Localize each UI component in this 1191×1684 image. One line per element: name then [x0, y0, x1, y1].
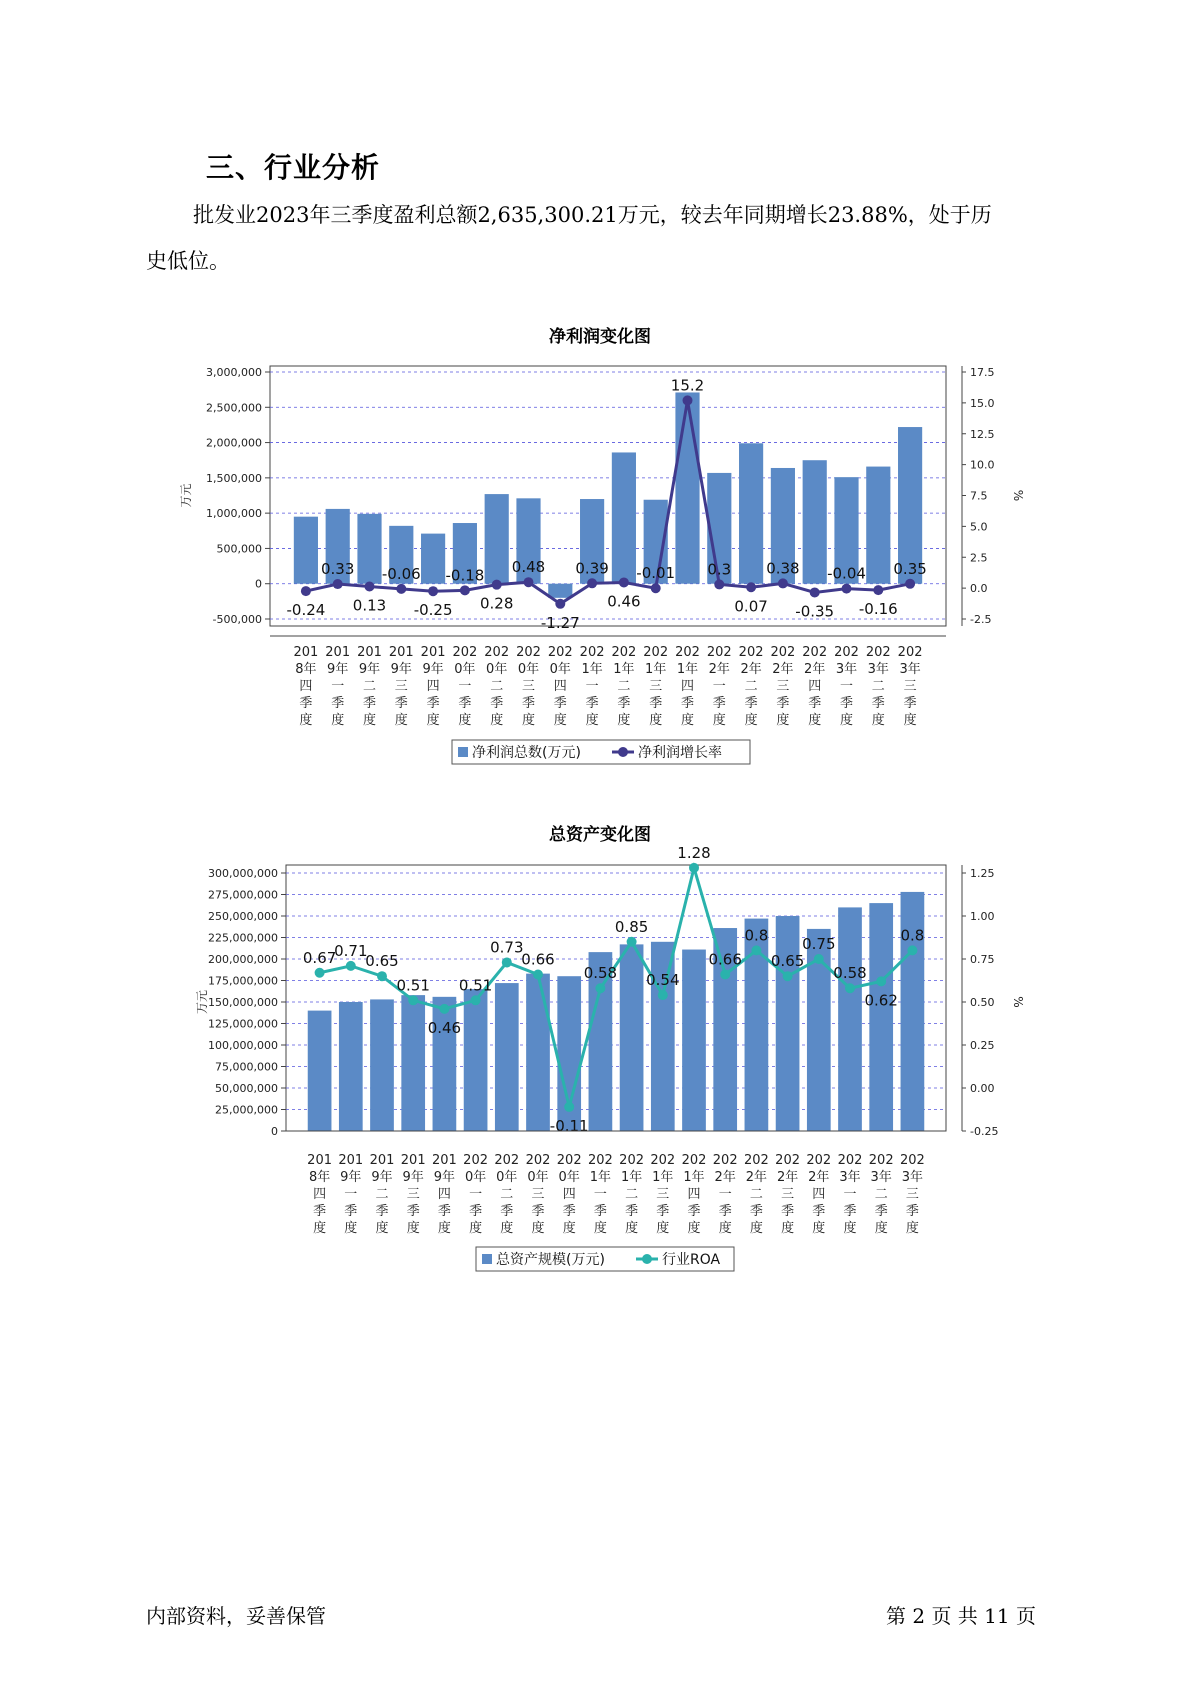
- y-axis-title: 万元: [195, 989, 209, 1015]
- line-point: [751, 945, 761, 955]
- y-tick-label: 300,000,000: [208, 867, 278, 880]
- data-label: 0.07: [734, 597, 768, 616]
- bar: [869, 903, 893, 1131]
- line-point: [492, 580, 502, 590]
- x-tick-label: 202 3年一季度: [834, 645, 859, 728]
- line-point: [377, 971, 387, 981]
- data-label: -0.18: [445, 566, 485, 585]
- data-label: 0.66: [521, 950, 555, 969]
- data-label: 0.51: [458, 976, 493, 995]
- bar: [739, 443, 763, 583]
- data-label: 0.28: [479, 594, 514, 613]
- x-tick-label: 202 2年一季度: [706, 645, 732, 728]
- line-point: [778, 578, 788, 588]
- y2-tick-label: 2.5: [970, 551, 988, 565]
- x-tick-label: 202 2年四季度: [806, 1153, 832, 1236]
- y2-tick-label: 1.00: [970, 910, 995, 923]
- line-point: [346, 961, 356, 971]
- x-tick-label: 202 3年三季度: [899, 1153, 925, 1236]
- data-label: 0.3: [707, 560, 732, 579]
- x-tick-label: 201 8年四季度: [307, 1153, 333, 1236]
- data-label: -0.25: [413, 601, 453, 620]
- data-label: 1.28: [677, 843, 711, 862]
- legend-label-bars: 净利润总数(万元): [472, 745, 581, 761]
- x-tick-label: 202 3年二季度: [868, 1153, 894, 1236]
- data-label: 0.62: [864, 991, 898, 1010]
- line-point: [842, 584, 852, 594]
- line-point: [564, 1102, 574, 1112]
- data-label: 0.51: [396, 976, 430, 995]
- chart2-title: 总资产变化图: [549, 825, 651, 845]
- x-tick-label: 202 2年二季度: [743, 1153, 769, 1236]
- y2-tick-label: 1.25: [970, 867, 995, 880]
- line-point: [714, 579, 724, 589]
- data-label: 0.85: [614, 917, 649, 936]
- total-assets-chart: [0, 840, 1191, 1280]
- bar: [370, 999, 394, 1131]
- y-tick-label: 3,000,000: [206, 366, 262, 379]
- data-label: 0.58: [833, 964, 867, 983]
- x-tick-label: 202 1年二季度: [611, 645, 637, 728]
- bar: [612, 452, 636, 583]
- bar: [620, 944, 644, 1131]
- bar: [357, 514, 381, 584]
- line-point: [905, 579, 915, 589]
- line-point: [502, 957, 512, 967]
- x-tick-label: 202 3年三季度: [897, 645, 923, 728]
- x-tick-label: 201 9年一季度: [338, 1153, 364, 1236]
- x-tick-label: 202 2年二季度: [738, 645, 764, 728]
- data-label: 0.35: [893, 559, 927, 578]
- bar: [401, 995, 425, 1131]
- data-label: -0.35: [795, 602, 835, 621]
- bar: [776, 916, 800, 1131]
- bar: [803, 460, 827, 584]
- paragraph-line-1: [146, 192, 1066, 238]
- x-tick-label: 202 0年二季度: [484, 645, 510, 728]
- line-point: [439, 1004, 449, 1014]
- x-tick-label: 202 0年三季度: [525, 1153, 551, 1236]
- bar: [838, 907, 862, 1131]
- line-point: [533, 969, 543, 979]
- y2-tick-label: 7.5: [970, 489, 988, 503]
- x-tick-label: 202 2年三季度: [775, 1153, 801, 1236]
- bar: [682, 950, 706, 1131]
- x-tick-label: 202 3年二季度: [865, 645, 891, 728]
- x-tick-label: 202 1年四季度: [675, 645, 700, 728]
- x-tick-label: 202 2年一季度: [712, 1153, 738, 1236]
- paragraph-text-1: 批发业2023年三季度盈利总额2,635,300.21万元，较去年同期增长23.88%，处于历: [193, 203, 992, 227]
- y2-tick-label: 15.0: [970, 396, 995, 410]
- x-tick-label: 202 1年四季度: [681, 1153, 707, 1236]
- y2-tick-label: 0.50: [970, 996, 995, 1009]
- bar: [526, 974, 550, 1131]
- x-tick-label: 202 0年四季度: [556, 1153, 582, 1236]
- x-tick-label: 201 9年三季度: [388, 645, 414, 728]
- x-tick-label: 201 9年一季度: [325, 645, 351, 728]
- y2-axis-title: %: [1011, 996, 1025, 1008]
- data-label: -0.06: [381, 564, 421, 583]
- y2-tick-label: 12.5: [970, 427, 995, 441]
- line-point: [333, 579, 343, 589]
- line-point: [683, 395, 693, 405]
- bar: [294, 517, 318, 584]
- y-tick-label: 500,000: [216, 542, 262, 556]
- data-label: 0.46: [427, 1018, 462, 1037]
- x-tick-label: 202 1年一季度: [579, 645, 605, 728]
- y-tick-label: -500,000: [212, 613, 262, 626]
- bar: [495, 983, 519, 1131]
- x-tick-label: 202 0年四季度: [547, 645, 573, 728]
- y-tick-label: 275,000,000: [208, 888, 278, 902]
- data-label: -0.16: [858, 600, 898, 619]
- data-label: 15.2: [670, 376, 705, 395]
- line-point: [873, 585, 883, 595]
- y-tick-label: 175,000,000: [208, 974, 278, 988]
- line-point: [428, 586, 438, 596]
- line-point: [587, 578, 597, 588]
- x-tick-label: 202 1年三季度: [650, 1153, 676, 1236]
- data-label: 0.8: [900, 926, 925, 945]
- line-point: [471, 995, 481, 1005]
- data-label: 0.46: [607, 592, 641, 611]
- data-label: -0.01: [636, 564, 676, 583]
- line-point: [595, 983, 605, 993]
- bar: [866, 467, 890, 584]
- x-tick-label: 201 9年三季度: [400, 1153, 426, 1236]
- line-point: [746, 582, 756, 592]
- section-heading: 三、行业分析: [206, 151, 381, 184]
- x-tick-label: 202 0年一季度: [452, 645, 478, 728]
- y-tick-label: 0: [271, 1125, 278, 1138]
- y-tick-label: 0: [255, 577, 262, 591]
- line-point: [315, 968, 325, 978]
- bar: [548, 584, 572, 598]
- y-tick-label: 250,000,000: [208, 910, 278, 923]
- bar: [485, 494, 509, 584]
- data-label: 0.33: [320, 560, 355, 579]
- data-label: 0.66: [708, 950, 742, 969]
- legend-swatch-point: [618, 747, 628, 757]
- line-point: [783, 971, 793, 981]
- footer-right: 第 2 页 共 11 页: [886, 1604, 1036, 1628]
- data-label: 0.73: [490, 938, 524, 957]
- line-point: [845, 983, 855, 993]
- line-point: [555, 599, 565, 609]
- data-label: 0.71: [334, 941, 368, 960]
- y-tick-label: 2,500,000: [206, 401, 262, 415]
- y2-tick-label: 17.5: [970, 366, 995, 379]
- x-tick-label: 201 8年四季度: [293, 645, 319, 728]
- y2-tick-label: 0.0: [970, 582, 988, 596]
- line-point: [627, 937, 637, 947]
- net-profit-chart: [0, 340, 1191, 780]
- y-tick-label: 200,000,000: [208, 953, 278, 966]
- y-tick-label: 50,000,000: [215, 1082, 278, 1095]
- bar: [464, 989, 488, 1131]
- y2-tick-label: 10.0: [970, 458, 995, 472]
- line-point: [301, 586, 311, 596]
- data-label: 0.58: [583, 964, 618, 983]
- data-label: -0.24: [286, 601, 326, 620]
- line-point: [460, 585, 470, 595]
- legend-swatch-bars: [482, 1254, 492, 1264]
- line-point: [408, 995, 418, 1005]
- legend-swatch-bars: [458, 747, 468, 757]
- data-label: 0.38: [766, 559, 800, 578]
- line-point: [524, 577, 534, 587]
- data-label: -0.04: [827, 564, 866, 583]
- line-point: [907, 945, 917, 955]
- bar: [339, 1002, 363, 1131]
- line-point: [814, 954, 824, 964]
- legend-label-line: 行业ROA: [662, 1252, 721, 1268]
- legend-swatch-point: [642, 1254, 652, 1264]
- y2-tick-label: 0.75: [970, 953, 995, 966]
- x-tick-label: 202 2年三季度: [770, 645, 796, 728]
- legend-label-line: 净利润增长率: [638, 745, 722, 761]
- x-tick-label: 201 9年四季度: [420, 645, 446, 728]
- x-tick-label: 201 9年二季度: [357, 645, 382, 728]
- footer-left: 内部资料，妥善保管: [146, 1604, 326, 1628]
- line-point: [720, 969, 730, 979]
- x-tick-label: 202 0年二季度: [494, 1153, 520, 1236]
- y-tick-label: 1,000,000: [206, 507, 262, 521]
- legend-label-bars: 总资产规模(万元): [496, 1252, 605, 1268]
- line-point: [365, 582, 375, 592]
- data-label: 0.54: [646, 971, 680, 990]
- y-tick-label: 100,000,000: [208, 1039, 278, 1052]
- y-tick-label: 25,000,000: [215, 1103, 278, 1117]
- data-label: -1.27: [540, 613, 580, 632]
- data-label: 0.13: [352, 596, 387, 615]
- y2-tick-label: -2.5: [970, 613, 992, 626]
- bar: [308, 1011, 332, 1131]
- data-label: 0.75: [802, 935, 836, 953]
- y2-tick-label: 0.00: [970, 1082, 995, 1095]
- body-paragraph: [146, 192, 1066, 284]
- x-tick-label: 202 1年二季度: [619, 1153, 645, 1236]
- line-point: [619, 577, 629, 587]
- x-tick-label: 202 1年三季度: [643, 645, 669, 728]
- line-point: [689, 863, 699, 873]
- data-label: 0.48: [511, 558, 546, 577]
- data-label: 0.8: [744, 926, 769, 945]
- x-tick-label: 201 9年二季度: [369, 1153, 395, 1236]
- bar: [675, 392, 699, 583]
- chart1-title: 净利润变化图: [549, 327, 651, 347]
- y2-tick-label: 5.0: [970, 520, 988, 534]
- bar: [433, 997, 457, 1131]
- line-point: [810, 587, 820, 597]
- y-tick-label: 150,000,000: [208, 996, 278, 1009]
- x-tick-label: 202 2年四季度: [802, 645, 828, 728]
- x-tick-label: 201 9年四季度: [431, 1153, 457, 1236]
- y-tick-label: 1,500,000: [206, 471, 262, 485]
- data-label: 0.39: [575, 559, 609, 578]
- y2-axis-title: %: [1011, 489, 1025, 502]
- data-label: -0.11: [549, 1116, 589, 1135]
- x-tick-label: 202 0年一季度: [463, 1153, 489, 1236]
- y2-tick-label: -0.25: [970, 1125, 999, 1138]
- y-axis-title: 万元: [179, 483, 193, 508]
- line-point: [651, 583, 661, 593]
- y-tick-label: 75,000,000: [215, 1060, 278, 1074]
- line-point: [658, 990, 668, 1000]
- line-point: [876, 976, 886, 986]
- data-label: 0.65: [365, 952, 399, 971]
- x-tick-label: 202 1年一季度: [587, 1153, 613, 1236]
- data-label: 0.67: [302, 948, 337, 967]
- paragraph-line-2: 史低位。: [146, 249, 230, 273]
- y-tick-label: 125,000,000: [208, 1017, 278, 1031]
- x-tick-label: 202 3年一季度: [837, 1153, 863, 1236]
- x-tick-label: 202 0年三季度: [516, 645, 541, 728]
- y-tick-label: 225,000,000: [208, 931, 278, 945]
- y2-tick-label: 0.25: [970, 1039, 995, 1052]
- data-label: 0.65: [770, 952, 805, 971]
- line-point: [396, 584, 406, 594]
- bar: [421, 534, 445, 584]
- y-tick-label: 2,000,000: [206, 436, 262, 450]
